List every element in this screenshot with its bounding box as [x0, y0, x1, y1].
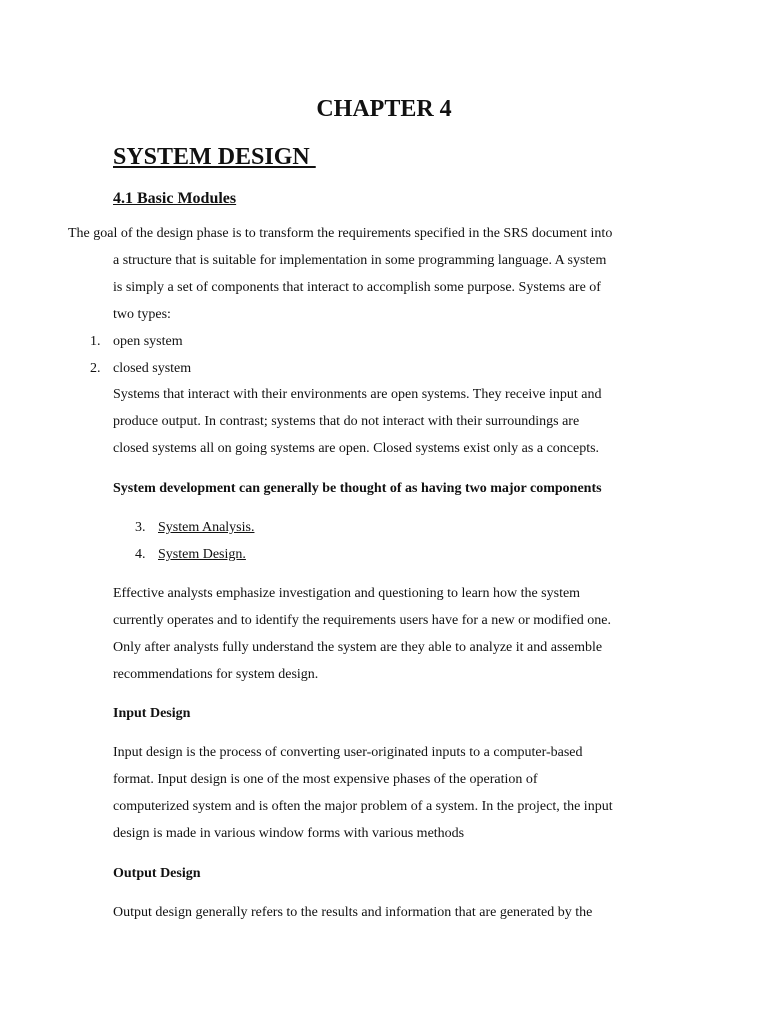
intro-line: a structure that is suitable for implementation in some programming language. A system [113, 253, 607, 268]
input-design-heading: Input Design [113, 706, 191, 721]
list-item: open system [113, 334, 183, 349]
list-item: System Analysis. [158, 520, 255, 535]
list-item: System Design. [158, 547, 246, 562]
paragraph-line: produce output. In contrast; systems that do not interact with their surroundings are [113, 414, 580, 429]
intro-line: two types: [113, 307, 171, 322]
output-design-heading: Output Design [113, 866, 201, 881]
chapter-heading: CHAPTER 4 [316, 96, 452, 122]
list-number: 2. [90, 361, 101, 376]
paragraph-line: Input design is the process of converting user-originated inputs to a computer-based [113, 745, 583, 760]
page-title: SYSTEM DESIGN [113, 144, 316, 170]
intro-line: is simply a set of components that interact to accomplish some purpose. Systems are of [113, 280, 601, 295]
list-number: 1. [90, 334, 101, 349]
paragraph-line: Systems that interact with their environments are open systems. They receive input and [113, 387, 602, 402]
list-number: 4. [135, 547, 146, 562]
paragraph-line: closed systems all on going systems are open. Closed systems exist only as a concepts. [113, 441, 600, 456]
list-number: 3. [135, 520, 146, 535]
paragraph-line: Effective analysts emphasize investigation and questioning to learn how the system [113, 586, 581, 601]
paragraph-line: currently operates and to identify the requirements users have for a new or modified one. [113, 613, 611, 628]
paragraph-line: recommendations for system design. [113, 667, 319, 682]
section-heading: 4.1 Basic Modules [113, 190, 237, 207]
paragraph-line: Output design generally refers to the results and information that are generated by the [113, 905, 593, 920]
paragraph-line: design is made in various window forms with various methods [113, 826, 465, 841]
paragraph-line: Only after analysts fully understand the system are they able to analyze it and assemble [113, 640, 603, 655]
paragraph-line: format. Input design is one of the most expensive phases of the operation of [113, 772, 538, 787]
paragraph-line: computerized system and is often the major problem of a system. In the project, the input [113, 799, 613, 814]
list-item: closed system [113, 361, 192, 376]
intro-line: The goal of the design phase is to transform the requirements specified in the SRS document into [68, 226, 613, 241]
components-heading: System development can generally be thought of as having two major components [113, 481, 602, 496]
